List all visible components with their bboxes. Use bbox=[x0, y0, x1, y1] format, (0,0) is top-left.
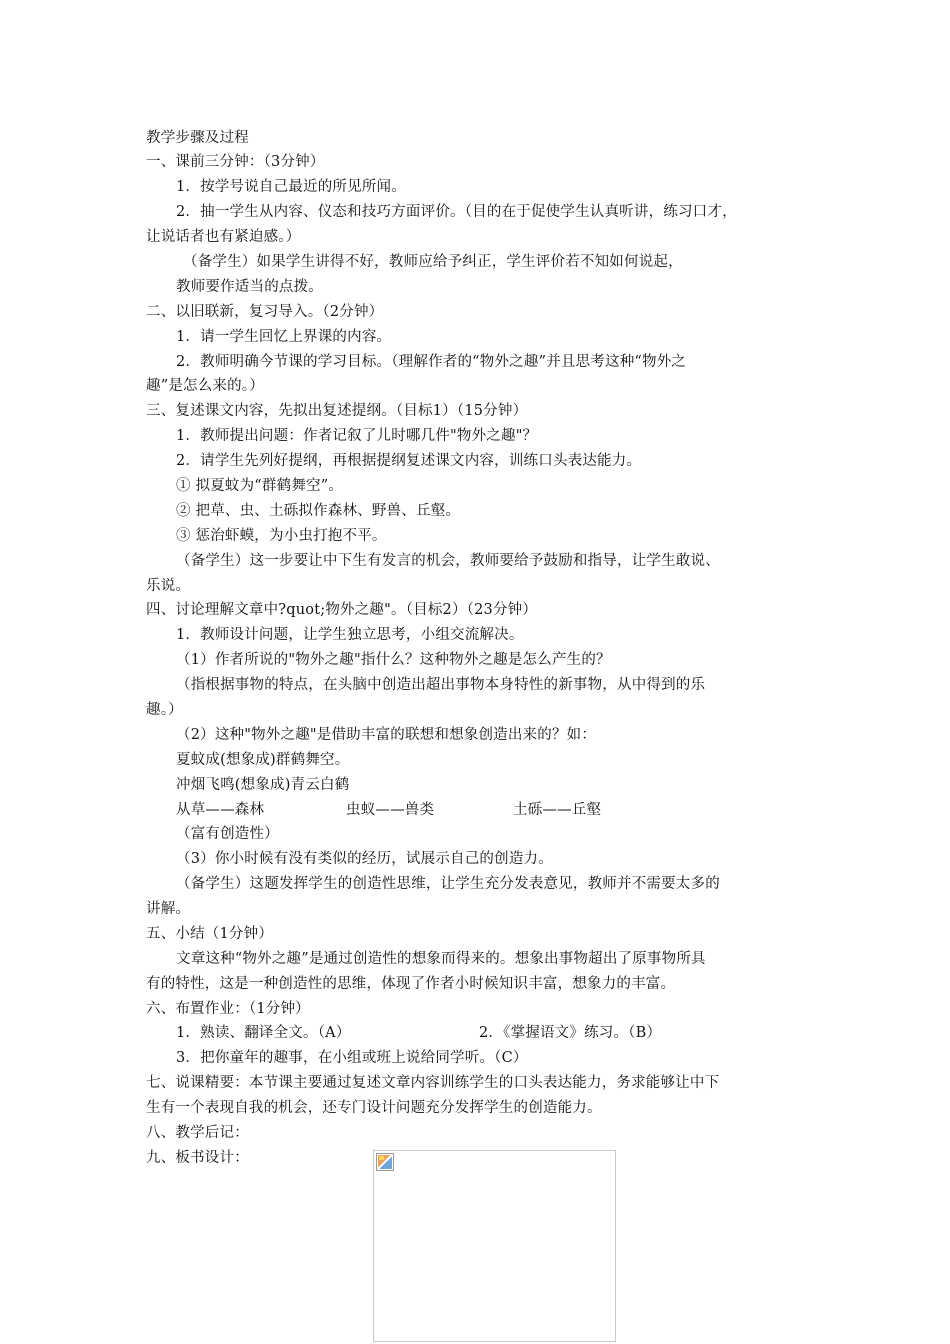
text-line: 1．按学号说自己最近的所见所闻。 bbox=[176, 179, 406, 195]
text-line: （指根据事物的特点，在头脑中创造出超出事物本身特性的新事物，从中得到的乐 bbox=[176, 677, 706, 693]
section-heading-8: 八、教学后记： bbox=[146, 1125, 249, 1141]
text-line: ③ 惩治虾蟆，为小虫打抱不平。 bbox=[176, 528, 387, 544]
section-heading-5: 五、小结（1分钟） bbox=[146, 926, 274, 942]
text-line: （备学生）这一步要让中下生有发言的机会，教师要给予鼓励和指导，让学生敢说、 bbox=[176, 553, 720, 569]
text-line: 1．教师设计问题，让学生独立思考，小组交流解决。 bbox=[176, 627, 524, 643]
text-line: 1．熟读、翻译全文。（A） bbox=[176, 1025, 351, 1041]
text-line: 2．教师明确今节课的学习目标。（理解作者的“物外之趣”并且思考这种“物外之 bbox=[176, 354, 687, 370]
text-line: 讲解。 bbox=[146, 901, 191, 917]
text-line: 2．抽一学生从内容、仪态和技巧方面评价。（目的在于促使学生认真听讲，练习口才， bbox=[176, 204, 737, 220]
document-title: 教学步骤及过程 bbox=[146, 130, 249, 146]
broken-image-icon bbox=[376, 1153, 394, 1171]
text-line: 趣。） bbox=[146, 702, 183, 718]
text-line: 文章这种“物外之趣”是通过创造性的想象而得来的。想象出事物超出了原事物所具 bbox=[176, 951, 706, 967]
section-heading-1: 一、课前三分钟：（3分钟） bbox=[146, 154, 325, 170]
text-line: 虫蚁——兽类 bbox=[346, 802, 435, 818]
text-line: 3．把你童年的趣事，在小组或班上说给同学听。（C） bbox=[176, 1050, 528, 1066]
text-line: 生有一个表现自我的机会，还专门设计问题充分发挥学生的创造能力。 bbox=[146, 1100, 602, 1116]
text-line: （富有创造性） bbox=[176, 826, 279, 842]
text-line: （备学生）这题发挥学生的创造性思维，让学生充分发表意见，教师并不需要太多的 bbox=[176, 876, 720, 892]
text-line: （2）这种"物外之趣"是借助丰富的联想和想象创造出来的？如： bbox=[176, 727, 597, 743]
section-heading-4: 四、讨论理解文章中?quot;物外之趣"。（目标2）（23分钟） bbox=[146, 602, 538, 618]
text-line: 从草——森林 bbox=[176, 802, 265, 818]
section-heading-9: 九、板书设计： bbox=[146, 1150, 249, 1166]
text-line: （3）你小时候有没有类似的经历，试展示自己的创造力。 bbox=[176, 851, 553, 867]
section-heading-7: 七、说课精要：本节课主要通过复述文章内容训练学生的口头表达能力，务求能够让中下 bbox=[146, 1075, 720, 1091]
text-line: 乐说。 bbox=[146, 578, 191, 594]
text-line: （备学生）如果学生讲得不好，教师应给予纠正，学生评价若不知如何说起， bbox=[183, 254, 683, 270]
text-line: 冲烟飞鸣(想象成)青云白鹤 bbox=[176, 777, 350, 793]
text-line: 1．请一学生回忆上界课的内容。 bbox=[176, 329, 392, 345]
text-line: （1）作者所说的"物外之趣"指什么？这种物外之趣是怎么产生的？ bbox=[176, 652, 611, 668]
section-heading-3: 三、复述课文内容，先拟出复述提纲。（目标1）（15分钟） bbox=[146, 403, 528, 419]
text-line: 让说话者也有紧迫感。） bbox=[146, 229, 301, 245]
text-line: 土砾——丘壑 bbox=[513, 802, 602, 818]
text-line: 趣”是怎么来的。） bbox=[146, 378, 264, 394]
section-heading-2: 二、以旧联新，复习导入。（2分钟） bbox=[146, 304, 384, 320]
text-line: 有的特性，这是一种创造性的思维，体现了作者小时候知识丰富，想象力的丰富。 bbox=[146, 976, 676, 992]
board-design-image bbox=[373, 1150, 616, 1342]
section-heading-6: 六、布置作业：（1分钟） bbox=[146, 1001, 310, 1017]
text-line: ② 把草、虫、土砾拟作森林、野兽、丘壑。 bbox=[176, 503, 461, 519]
text-line: 2．《掌握语文》练习。（B） bbox=[479, 1025, 662, 1041]
text-line: ① 拟夏蚊为“群鹤舞空”。 bbox=[176, 478, 344, 494]
text-line: 2．请学生先列好提纲，再根据提纲复述课文内容，训练口头表达能力。 bbox=[176, 453, 642, 469]
text-line: 教师要作适当的点拨。 bbox=[176, 279, 323, 295]
text-line: 1．教师提出问题：作者记叙了儿时哪几件"物外之趣"？ bbox=[176, 428, 538, 444]
text-line: 夏蚊成(想象成)群鹤舞空。 bbox=[176, 752, 350, 768]
